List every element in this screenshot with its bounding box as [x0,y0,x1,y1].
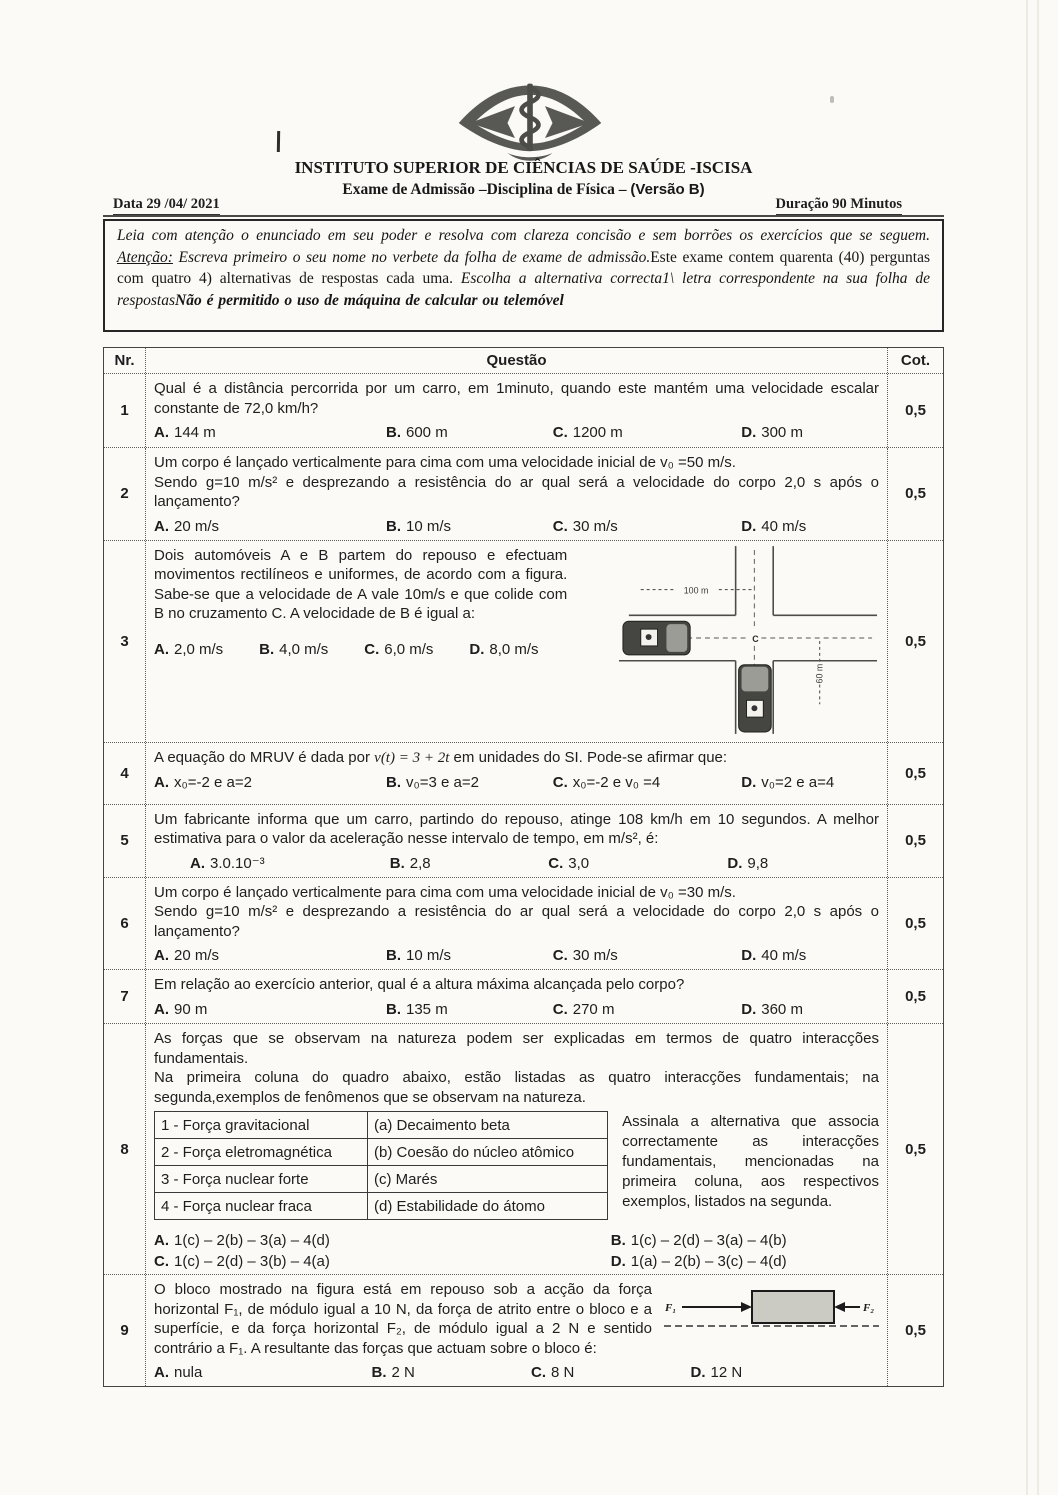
scan-streak [1026,0,1028,1495]
question-cot: 0,5 [887,1024,943,1274]
question-row-6 [104,877,943,970]
car-b [739,664,772,731]
exam-title-text: Exame de Admissão –Disciplina de Física – [342,181,631,198]
options-row [154,1000,879,1019]
exam-date: Data 29 /04/ 2021 [113,196,220,215]
option-text: 20 m/s [174,947,220,964]
question-intro-2: Na primeira coluna do quadro abaixo, estão listadas as quatro interacções fundamentais; na segunda,exemplos de fenômenos que se observam na natureza. [154,1069,879,1106]
option-label: B. [386,774,401,791]
interaction-cell: 3 - Força nuclear forte [155,1166,368,1193]
option-a [154,946,386,965]
question-content [146,1024,887,1274]
option-a [190,854,390,873]
option-label: D. [741,947,757,964]
question-number: 1 [104,374,146,447]
option-text: nula [174,1364,203,1381]
scan-speck [830,96,834,103]
option-label: B. [371,1364,387,1381]
option-label: A. [154,640,169,658]
option-text: 8 N [551,1364,575,1381]
option-a [154,517,386,536]
option-text: 30 m/s [572,517,618,535]
option-text: 1(a) – 2(b) – 3(c) – 4(d) [630,1253,787,1270]
option-label: A. [190,854,205,872]
question-row-1 [104,373,943,447]
question-number: 2 [104,448,146,540]
question-text: Qual é a distância percorrida por um carro, em 1minuto, quando este mantém uma velocidade escalar constante de 72,0 km/h? [154,380,879,417]
interaction-cell: 4 - Força nuclear fraca [155,1193,368,1220]
options-row [154,854,879,873]
question-cot: 0,5 [887,1275,943,1386]
option-label: A. [154,1364,169,1381]
question-number: 4 [104,743,146,804]
option-text: 4,0 m/s [279,640,329,658]
intersection-figure [617,546,879,734]
option-text: 12 N [710,1364,743,1381]
instructions-part-3: Este exame contem quarenta (40) perguntas com quatro 4) alternativas de respostas cada uma. [117,248,930,287]
option-text: 30 m/s [572,947,618,964]
question-text: Em relação ao exercício anterior, qual é a altura máxima alcançada pelo corpo? [154,976,685,993]
option-b [386,423,553,442]
question-row-8 [104,1023,943,1274]
option-text: 2 N [391,1364,415,1381]
block [752,1291,834,1323]
equation: v(t) = 3 + 2t [374,749,450,766]
option-a [154,1000,386,1019]
header-cot: Cot. [887,348,943,373]
option-c [553,773,742,792]
option-label: B. [389,854,405,872]
example-cell: (a) Decaimento beta [368,1112,608,1139]
question-content [146,970,887,1023]
question-row-9 [104,1274,943,1386]
option-text: x₀=-2 e v₀ =4 [572,774,661,791]
question-cot: 0,5 [887,374,943,447]
option-c [553,946,742,965]
question-content [146,878,887,970]
option-label: C. [548,854,564,872]
exam-duration: Duração 90 Minutos [776,196,902,215]
question-cot: 0,5 [887,743,943,804]
option-d [611,1253,879,1270]
question-text: O bloco mostrado na figura está em repouso sob a acção da força horizontal F₁, de módulo igual a 10 N, da força de atrito entre o bloco e a superfície, e da força horizontal F₂, de módulo igual a 2 N e sentido contrário a F₁. A resultante das forças que actuam sobre o bloco é: [154,1281,652,1357]
question-row-3 [104,540,943,742]
option-label: D. [727,854,743,872]
option-b [386,1000,553,1019]
table-row [155,1139,608,1166]
question-cot: 0,5 [887,878,943,970]
option-c [548,854,727,873]
question-intro-1: As forças que se observam na natureza podem ser explicadas em termos de quatro interacções fundamentais. [154,1030,879,1067]
options-row [154,946,879,965]
option-label: C. [552,947,568,964]
instructions-attention-label: Atenção: [117,248,173,266]
question-text-line2: Sendo g=10 m/s² e desprezando a resistência do ar qual será a velocidade do corpo 2,0 s após o lançamento? [154,903,879,940]
intersection-point-label: C [752,633,759,644]
option-c [553,1000,742,1019]
option-label: A. [154,517,169,535]
question-number: 3 [104,541,146,742]
option-text: 3,0 [568,854,590,872]
option-text: 1200 m [572,424,623,441]
car-a [623,621,690,655]
option-label: D. [610,1253,626,1270]
option-label: A. [154,1232,169,1249]
option-b [386,946,553,965]
table-row [155,1166,608,1193]
option-text: 40 m/s [761,947,807,964]
option-label: B. [386,947,401,964]
option-a [154,1232,611,1249]
force-f2-label: F₂ [863,1302,875,1314]
question-text-line1: Um corpo é lançado verticalmente para cima com uma velocidade inicial de v₀ =50 m/s. [154,454,736,471]
instructions-part-5: Não é permitido o uso de máquina de calcular ou telemóvel [175,291,564,309]
interactions-table [154,1111,608,1220]
question-content [146,448,887,540]
option-text: 144 m [174,424,216,441]
horizontal-distance-label: 100 m [683,585,709,596]
question-cot: 0,5 [887,805,943,877]
question-number: 9 [104,1275,146,1386]
instructions-box [103,219,944,332]
interactions-block [154,1111,879,1220]
option-b [386,773,553,792]
option-text: 6,0 m/s [384,640,434,658]
option-text: 135 m [406,1000,448,1018]
table-row [155,1112,608,1139]
question-content [146,1275,887,1386]
option-a [154,773,386,792]
option-text: 600 m [406,424,448,441]
option-c [531,1363,691,1382]
f1-arrow-head [741,1302,752,1312]
exam-version: (Versão B) [630,181,705,198]
option-text: 360 m [761,1000,803,1018]
option-d [741,946,879,965]
option-label: C. [552,1000,568,1018]
option-label: B. [386,424,401,441]
question-text-line2: Sendo g=10 m/s² e desprezando a resistência do ar qual será a velocidade do corpo 2,0 s após o lançamento? [154,473,879,510]
option-text: 1(c) – 2(d) – 3(b) – 4(a) [174,1253,330,1270]
option-label: B. [386,1000,401,1018]
f2-arrow-head [834,1302,845,1312]
interaction-cell: 1 - Força gravitacional [155,1112,368,1139]
option-label: C. [531,1364,546,1381]
option-b [372,1363,532,1382]
options-row [154,773,879,792]
option-b [611,1232,879,1249]
question-number: 8 [104,1024,146,1274]
questions-table [103,347,944,1387]
option-a [154,640,259,659]
question-number: 6 [104,878,146,970]
option-text: 1(c) – 2(d) – 3(a) – 4(b) [630,1232,787,1249]
option-c [553,517,742,536]
block-forces-figure [664,1282,879,1340]
example-cell: (d) Estabilidade do átomo [368,1193,608,1220]
option-label: A. [154,1000,169,1018]
question-text-post: em unidades do SI. Pode-se afirmar que: [449,748,728,766]
stray-scan-mark [277,131,280,152]
options-row [154,1363,879,1382]
question-row-7 [104,969,943,1023]
question-content [146,743,887,804]
question-text: Dois automóveis A e B partem do repouso e efectuam movimentos rectilíneos e uniformes, de acordo com a figura. Sabe-se que a velocidade de A vale 10m/s e que colide com B no cruzamento C. A velocidade de B é igual a: [154,546,568,622]
option-a [154,1363,372,1382]
question-content [146,374,887,447]
option-d [469,640,574,659]
question-cot: 0,5 [887,970,943,1023]
instructions-part-1: Leia com atenção o enunciado em seu poder e resolva com clareza concisão e sem borrões os exercícios que se seguem. [117,227,930,244]
option-text: x₀=-2 e a=2 [174,774,252,791]
institute-name: INSTITUTO SUPERIOR DE CIÊNCIAS DE SAÚDE -ISCISA [294,158,753,177]
option-c [154,1253,611,1270]
option-label: C. [364,640,380,658]
options-row [154,423,879,442]
vertical-distance-label: 60 m [814,663,825,683]
example-cell: (c) Marés [368,1166,608,1193]
side-instruction: Assinala a alternativa que associa correctamente as interacções fundamentais, mencionadas na primeira coluna, aos respectivos exemplos, listados na segunda. [622,1113,879,1210]
options-row [154,517,879,536]
option-text: 3.0.10⁻³ [210,854,265,872]
option-label: D. [690,1364,706,1381]
header-rule [103,215,944,217]
question-text: Um fabricante informa que um carro, partindo do repouso, atinge 108 km/h em 10 segundos. A melhor estimativa para o valor da aceleração nesse intervalo de tempo, em m/s², é: [154,810,879,847]
option-label: B. [259,640,275,658]
question-cot: 0,5 [887,541,943,742]
question-content [146,541,887,742]
header-nr: Nr. [104,348,146,373]
force-f1-label: F₁ [665,1302,677,1314]
question-row-2 [104,447,943,540]
option-b [386,517,553,536]
option-text: 9,8 [747,854,769,872]
option-text: 300 m [761,424,803,441]
option-d [741,773,879,792]
scan-streak [1037,0,1039,1495]
option-label: C. [154,1253,169,1270]
option-label: A. [154,424,169,441]
option-text: 1(c) – 2(b) – 3(a) – 4(d) [174,1232,330,1249]
option-d [741,423,879,442]
option-label: B. [610,1232,626,1249]
option-c [364,640,469,659]
instructions-part-2: Escreva primeiro o seu nome no verbete da folha de exame de admissão. [172,248,651,266]
option-text: 8,0 m/s [489,640,539,658]
table-header-row [104,348,943,373]
question-text [154,748,879,769]
option-text: v₀=3 e a=2 [406,774,479,791]
option-c [553,423,742,442]
instructions-part-4: Escolha a alternativa correcta1\ letra correspondente na sua folha de respostas [117,270,930,309]
header-question: Questão [486,352,547,369]
option-label: D. [741,424,757,441]
option-text: 20 m/s [174,517,220,535]
options-row [154,640,575,659]
question-number: 7 [104,970,146,1023]
interaction-cell: 2 - Força eletromagnética [155,1139,368,1166]
option-d [741,1000,879,1019]
question-number: 5 [104,805,146,877]
option-label: D. [741,517,757,535]
options-grid [154,1232,879,1270]
question-text-line1: Um corpo é lançado verticalmente para cima com uma velocidade inicial de v₀ =30 m/s. [154,883,736,901]
option-label: D. [469,640,485,658]
option-label: A. [154,947,169,964]
option-label: D. [741,774,757,791]
option-label: D. [741,1000,757,1018]
option-text: 90 m [174,1000,208,1018]
option-label: B. [386,517,401,535]
example-cell: (b) Coesão do núcleo atômico [368,1139,608,1166]
option-d [691,1363,880,1382]
option-a [154,423,386,442]
option-label: A. [154,774,169,791]
option-label: C. [552,774,568,791]
option-text: 10 m/s [406,517,452,535]
iscisa-eye-caduceus-logo [455,79,605,167]
question-row-4 [104,742,943,804]
option-text: 10 m/s [406,947,452,964]
question-row-5 [104,804,943,877]
question-text-pre: A equação do MRUV é dada por [154,748,375,766]
option-d [741,517,879,536]
option-b [390,854,548,873]
option-text: 2,0 m/s [174,640,224,658]
option-text: 270 m [572,1000,615,1018]
option-text: v₀=2 e a=4 [761,774,835,791]
option-label: C. [552,424,568,441]
option-text: 2,8 [409,854,431,872]
table-row [155,1193,608,1220]
option-text: 40 m/s [761,517,807,535]
option-d [727,854,879,873]
meta-row [103,196,944,215]
question-cot: 0,5 [887,448,943,540]
question-content [146,805,887,877]
option-b [259,640,364,659]
option-label: C. [552,517,568,535]
